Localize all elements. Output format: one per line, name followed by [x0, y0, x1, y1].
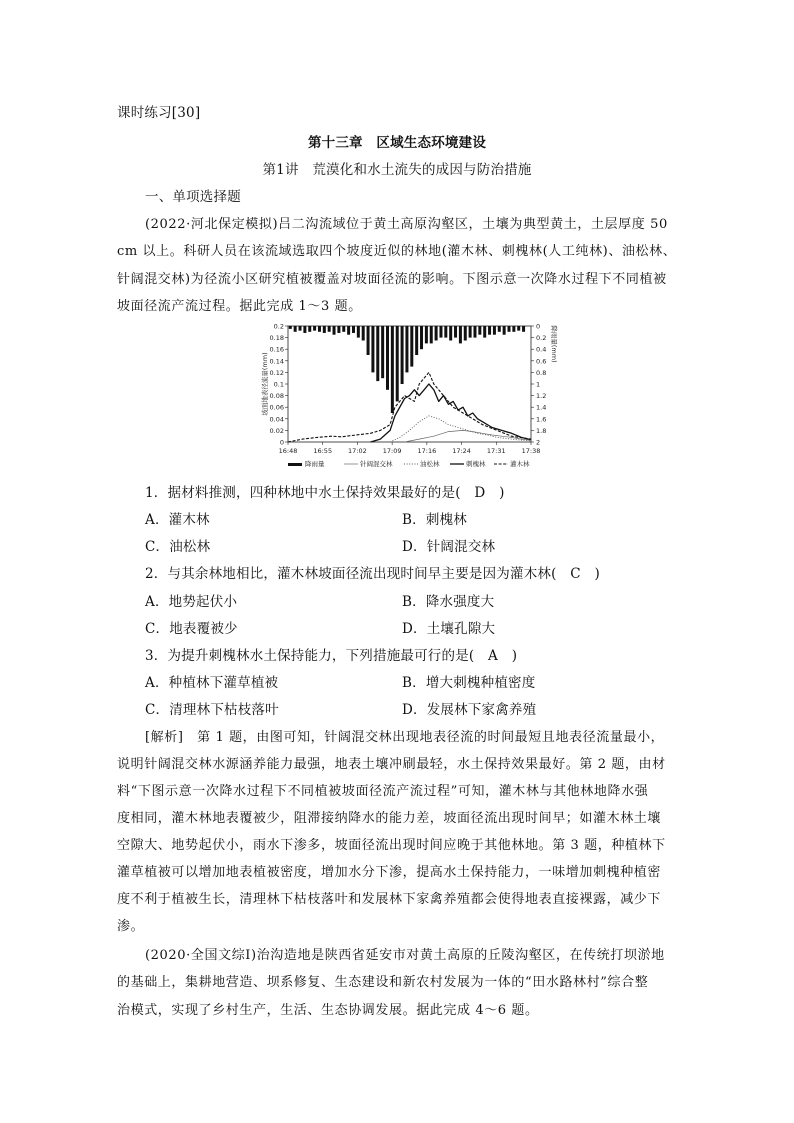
rainfall-bar — [405, 326, 408, 372]
y-left-tick-label: 0.08 — [269, 392, 284, 401]
rainfall-bar — [469, 326, 472, 338]
material-2-line: 治模式，实现了乡村生产，生活、生态协调发展。据此完成 4～6 题。 — [117, 1003, 539, 1018]
analysis-line: 度不利于植被生长，清理林下枯枝落叶和发展林下家禽养殖都会使得地表直接裸露，减少下 — [117, 892, 662, 907]
y-left-tick-label: 0.2 — [273, 322, 284, 331]
option-b: B．增大刺槐种植密度 — [402, 675, 536, 691]
legend-label-rain: 降雨量 — [305, 460, 325, 468]
rainfall-bar — [362, 326, 365, 341]
legend-label-mixed: 针阔混交林 — [360, 460, 393, 468]
material-1-line: (2022·河北保定模拟)吕二沟流域位于黄土高原沟壑区，土壤为典型黄土，土层厚度 50 — [145, 217, 668, 232]
rainfall-bar — [430, 326, 433, 343]
option-a: A．灌木林 — [145, 512, 210, 528]
rainfall-bar — [459, 326, 462, 343]
rainfall-bar — [517, 326, 520, 331]
y-right-tick-label: 0.8 — [536, 368, 547, 377]
rainfall-bar — [464, 326, 467, 341]
x-tick-label: 17:24 — [452, 447, 471, 455]
option-a: A．地势起伏小 — [145, 594, 238, 610]
rainfall-bar — [376, 326, 379, 381]
y-left-tick-label: 0.02 — [269, 426, 284, 435]
lesson-title: 第1讲 荒漠化和水土流失的成因与防治措施 — [262, 162, 532, 178]
material-2-line: 的基础上，集耕地营造、坝系修复、生态建设和新农村发展为一体的“田水路林村”综合整 — [117, 975, 649, 990]
x-tick-label: 17:02 — [348, 447, 367, 455]
analysis-line: 灌草植被可以增加地表植被密度，增加水分下渗，提高水土保持能力，一味增加刺槐种植密 — [117, 865, 662, 880]
plot-frame — [288, 326, 531, 442]
rainfall-bar — [488, 326, 491, 335]
rainfall-bar — [386, 326, 389, 390]
rainfall-bar — [289, 326, 292, 329]
analysis-line: 料“下图示意一次降水过程下不同植被坡面径流产流过程”可知，灌木林与其他林地降水强 — [117, 784, 649, 799]
analysis-line: 渗。 — [117, 919, 145, 934]
rainfall-bar — [401, 326, 404, 384]
option-c: C．地表覆被少 — [145, 621, 238, 637]
legend-swatch-rain — [288, 463, 302, 466]
series-line-locust — [371, 384, 531, 442]
option-b: B．刺槐林 — [402, 512, 467, 528]
material-1-line: cm 以上。科研人员在该流域选取四个坡度近似的林地(灌木林、刺槐林(人工纯林)、油松林、 — [117, 244, 677, 259]
question-stem: 1．据材料推测，四种林地中水土保持效果最好的是( D ) — [145, 485, 505, 501]
rainfall-bar — [333, 326, 336, 335]
y-right-tick-label: 1.2 — [536, 392, 547, 401]
rainfall-bar — [299, 326, 302, 331]
rainfall-bar — [347, 326, 350, 335]
rainfall-bar — [483, 326, 486, 338]
rainfall-bar — [503, 326, 506, 335]
series-line-pine — [390, 416, 531, 442]
rainfall-bar — [508, 326, 511, 332]
y-right-tick-label: 1.8 — [536, 426, 547, 435]
y-left-tick-label: 0.18 — [269, 334, 284, 343]
rainfall-bar — [439, 326, 442, 338]
rainfall-bar — [415, 326, 418, 355]
y-right-axis-title: 降雨量(mm) — [550, 325, 558, 363]
rainfall-bar — [357, 326, 360, 338]
rainfall-bar — [512, 326, 515, 332]
section-title: 一、单项选择题 — [145, 189, 241, 205]
option-c: C．清理林下枯枝落叶 — [145, 702, 279, 718]
x-tick-label: 17:16 — [417, 447, 437, 455]
option-d: D．针阔混交林 — [402, 539, 496, 555]
y-right-tick-label: 1.4 — [536, 403, 547, 412]
rainfall-bar — [323, 326, 326, 333]
y-right-tick-label: 0.4 — [536, 345, 547, 354]
material-2-line: (2020·全国文综Ⅰ)治沟造地是陕西省延安市对黄土高原的丘陵沟壑区，在传统打坝淤地 — [145, 948, 665, 963]
rainfall-bar — [337, 326, 340, 333]
rainfall-bar — [294, 326, 297, 332]
option-b: B．降水强度大 — [402, 594, 495, 610]
rainfall-bar — [478, 326, 481, 335]
rainfall-bar — [435, 326, 438, 341]
analysis-line: 说明针阔混交林水源涵养能力最强，地表土壤冲刷最轻，水土保持效果最好。第 2 题，由材 — [117, 757, 666, 772]
option-a: A．种植林下灌草植被 — [145, 675, 279, 691]
y-left-tick-label: 0.16 — [269, 345, 284, 354]
series-line-shrub — [288, 372, 531, 442]
y-left-tick-label: 0.06 — [269, 403, 284, 412]
option-d: D．土壤孔隙大 — [402, 621, 496, 637]
rainfall-bar — [352, 326, 355, 333]
question-stem: 3．为提升刺槐林水土保持能力，下列措施最可行的是( A ) — [145, 648, 518, 664]
y-right-tick-label: 0.2 — [536, 334, 547, 343]
rainfall-bar — [318, 326, 321, 332]
x-tick-label: 16:55 — [313, 447, 333, 455]
rainfall-bar — [308, 326, 311, 332]
rainfall-bar — [328, 326, 331, 332]
rainfall-bar — [367, 326, 370, 355]
option-d: D．发展林下家禽养殖 — [402, 702, 537, 718]
rainfall-bar — [498, 326, 501, 332]
rainfall-bar — [391, 326, 394, 413]
rainfall-bar — [420, 326, 423, 349]
x-tick-label: 17:31 — [486, 447, 506, 455]
y-left-axis-title: 坡面地表径流量(mm) — [261, 352, 269, 416]
rainfall-bar — [303, 326, 306, 333]
runoff-chart — [258, 318, 558, 476]
legend-label-pine: 油松林 — [420, 460, 440, 468]
rainfall-bar — [371, 326, 374, 372]
x-tick-label: 17:09 — [382, 447, 402, 455]
rainfall-bar — [342, 326, 345, 332]
y-right-tick-label: 2 — [536, 438, 541, 447]
rainfall-bar — [444, 326, 447, 338]
y-left-tick-label: 0 — [279, 438, 284, 447]
rainfall-bar — [381, 326, 384, 378]
chapter-title: 第十三章 区域生态环境建设 — [307, 135, 487, 151]
y-right-tick-label: 0 — [536, 322, 541, 331]
option-c: C．油松林 — [145, 539, 211, 555]
rainfall-bar — [449, 326, 452, 341]
question-stem: 2．与其余林地相比，灌木林坡面径流出现时间早主要是因为灌木林( C ) — [145, 566, 600, 582]
rainfall-bar — [473, 326, 476, 338]
y-left-tick-label: 0.14 — [269, 357, 284, 366]
y-left-tick-label: 0.1 — [273, 380, 284, 389]
analysis-line: 度相同，灌木林地表覆被少，阻滞接纳降水的能力差，坡面径流出现时间早；如灌木林土壤 — [117, 811, 662, 826]
material-1-line: 坡面径流产流过程。据此完成 1～3 题。 — [117, 299, 362, 314]
y-left-tick-label: 0.04 — [269, 415, 284, 424]
x-tick-label: 17:38 — [521, 447, 541, 455]
rainfall-bar — [410, 326, 413, 367]
y-right-tick-label: 0.6 — [536, 357, 547, 366]
rainfall-bar — [454, 326, 457, 338]
y-right-tick-label: 1.6 — [536, 415, 547, 424]
rainfall-bar — [425, 326, 428, 343]
exercise-label: 课时练习[30] — [117, 105, 201, 121]
legend-label-locust: 刺槐林 — [466, 460, 486, 468]
x-tick-label: 16:48 — [278, 447, 298, 455]
analysis-line: 空隙大、地势起伏小，雨水下渗多，坡面径流出现时间应晚于其他林地。第 3 题，种植林下 — [117, 838, 666, 853]
rainfall-bar — [313, 326, 316, 331]
y-left-tick-label: 0.12 — [269, 368, 284, 377]
y-right-tick-label: 1 — [536, 380, 541, 389]
rainfall-bar — [522, 326, 525, 332]
material-1-line: 针阔混交林)为径流小区研究植被覆盖对坡面径流的影响。下图示意一次降水过程下不同植被 — [117, 272, 667, 287]
rainfall-bar — [493, 326, 496, 335]
analysis-line: [解析] 第 1 题，由图可知，针阔混交林出现地表径流的时间最短且地表径流量最小， — [145, 730, 665, 745]
rainfall-bar — [396, 326, 399, 401]
legend-label-shrub: 灌木林 — [510, 460, 530, 468]
